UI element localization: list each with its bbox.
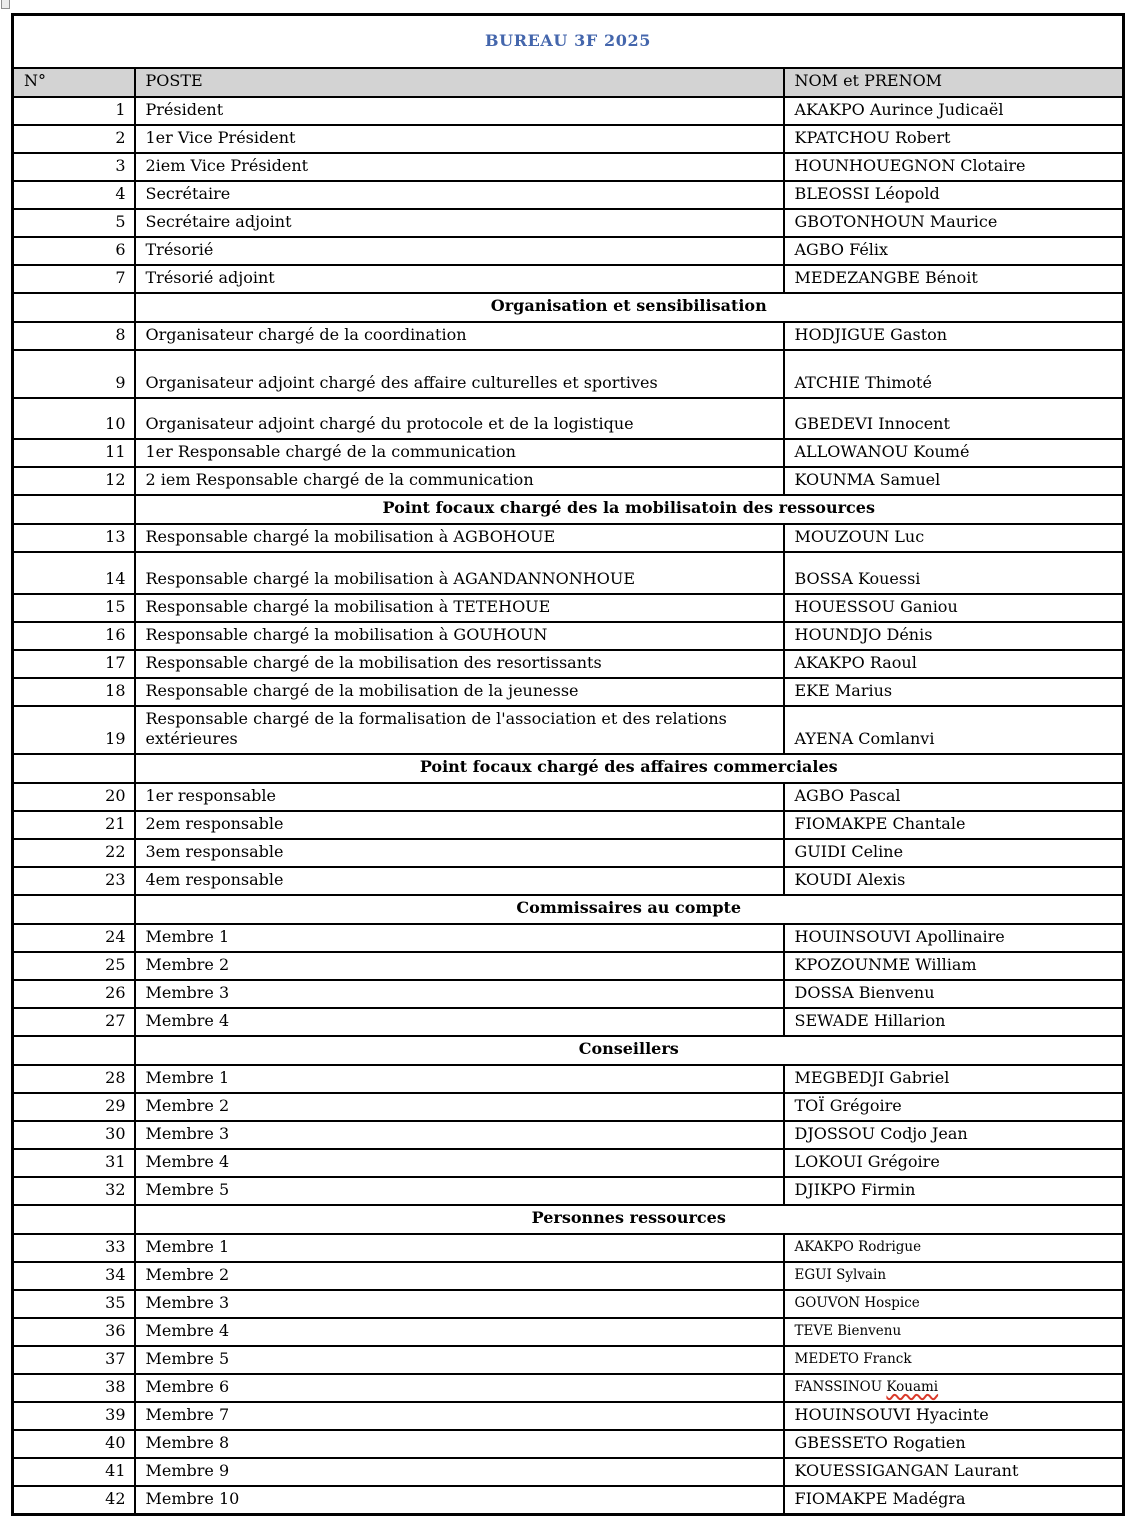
row-number: 24 xyxy=(13,924,135,952)
nom-cell: KPOZOUNME William xyxy=(784,952,1124,980)
row-number: 14 xyxy=(13,552,135,594)
nom-cell: DJOSSOU Codjo Jean xyxy=(784,1121,1124,1149)
poste-cell: Responsable chargé de la mobilisation des resortissants xyxy=(135,650,784,678)
row-number: 33 xyxy=(13,1234,135,1262)
poste-cell: Organisateur adjoint chargé des affaire culturelles et sportives xyxy=(135,350,784,398)
row-number: 34 xyxy=(13,1262,135,1290)
row-number: 23 xyxy=(13,867,135,895)
row-number: 8 xyxy=(13,322,135,350)
nom-cell: FANSSINOU Kouami xyxy=(784,1374,1124,1402)
row-number: 25 xyxy=(13,952,135,980)
table-row xyxy=(13,1430,1124,1458)
table-row xyxy=(13,237,1124,265)
poste-cell: Membre 6 xyxy=(135,1374,784,1402)
table-row xyxy=(13,1486,1124,1515)
section-row xyxy=(13,1205,1124,1234)
poste-cell: 3em responsable xyxy=(135,839,784,867)
nom-cell: GUIDI Celine xyxy=(784,839,1124,867)
row-number: 32 xyxy=(13,1177,135,1205)
row-number: 37 xyxy=(13,1346,135,1374)
poste-cell: Membre 5 xyxy=(135,1346,784,1374)
poste-cell: Secrétaire adjoint xyxy=(135,209,784,237)
poste-cell: Membre 3 xyxy=(135,980,784,1008)
row-number: 28 xyxy=(13,1065,135,1093)
row-number: 16 xyxy=(13,622,135,650)
nom-cell: GBOTONHOUN Maurice xyxy=(784,209,1124,237)
nom-cell: KOUNMA Samuel xyxy=(784,467,1124,495)
row-number: 2 xyxy=(13,125,135,153)
row-number: 22 xyxy=(13,839,135,867)
table-row xyxy=(13,1346,1124,1374)
row-number: 5 xyxy=(13,209,135,237)
nom-cell: AGBO Félix xyxy=(784,237,1124,265)
poste-cell: Membre 7 xyxy=(135,1402,784,1430)
table-row xyxy=(13,980,1124,1008)
nom-cell: FIOMAKPE Chantale xyxy=(784,811,1124,839)
column-header-num: N° xyxy=(13,68,135,97)
poste-cell: Membre 1 xyxy=(135,1065,784,1093)
section-row xyxy=(13,293,1124,322)
nom-cell: HOUINSOUVI Hyacinte xyxy=(784,1402,1124,1430)
row-number: 3 xyxy=(13,153,135,181)
section-row xyxy=(13,754,1124,783)
num-cell-empty xyxy=(13,895,135,924)
poste-cell: Membre 2 xyxy=(135,1262,784,1290)
table-row xyxy=(13,552,1124,594)
poste-cell: Responsable chargé la mobilisation à GOUHOUN xyxy=(135,622,784,650)
table-row xyxy=(13,811,1124,839)
table-row xyxy=(13,1402,1124,1430)
section-title: Point focaux chargé des la mobilisatoin des ressources xyxy=(135,495,1124,524)
num-cell-empty xyxy=(13,1205,135,1234)
table-row xyxy=(13,650,1124,678)
poste-cell: 2iem Vice Président xyxy=(135,153,784,181)
nom-cell: BLEOSSI Léopold xyxy=(784,181,1124,209)
num-cell-empty xyxy=(13,495,135,524)
num-cell-empty xyxy=(13,1036,135,1065)
column-header-nom: NOM et PRENOM xyxy=(784,68,1124,97)
nom-cell: MOUZOUN Luc xyxy=(784,524,1124,552)
title-row xyxy=(13,15,1124,68)
row-number: 10 xyxy=(13,398,135,439)
table-row xyxy=(13,622,1124,650)
table-row xyxy=(13,467,1124,495)
section-title: Conseillers xyxy=(135,1036,1124,1065)
section-title: Personnes ressources xyxy=(135,1205,1124,1234)
section-row xyxy=(13,1036,1124,1065)
table-row xyxy=(13,322,1124,350)
table-row xyxy=(13,209,1124,237)
table-row xyxy=(13,1234,1124,1262)
table-row xyxy=(13,1008,1124,1036)
row-number: 17 xyxy=(13,650,135,678)
row-number: 39 xyxy=(13,1402,135,1430)
row-number: 27 xyxy=(13,1008,135,1036)
table-row xyxy=(13,706,1124,754)
row-number: 13 xyxy=(13,524,135,552)
row-number: 6 xyxy=(13,237,135,265)
table-row xyxy=(13,1093,1124,1121)
row-number: 35 xyxy=(13,1290,135,1318)
table-row xyxy=(13,1262,1124,1290)
table-row xyxy=(13,678,1124,706)
nom-cell: BOSSA Kouessi xyxy=(784,552,1124,594)
column-header-poste: POSTE xyxy=(135,68,784,97)
poste-cell: Membre 1 xyxy=(135,924,784,952)
row-number: 29 xyxy=(13,1093,135,1121)
row-number: 40 xyxy=(13,1430,135,1458)
nom-cell: TEVE Bienvenu xyxy=(784,1318,1124,1346)
nom-cell: HOUNHOUEGNON Clotaire xyxy=(784,153,1124,181)
poste-cell: Trésorié adjoint xyxy=(135,265,784,293)
poste-cell: Membre 3 xyxy=(135,1121,784,1149)
table-row xyxy=(13,524,1124,552)
nom-cell: EGUI Sylvain xyxy=(784,1262,1124,1290)
poste-cell: Membre 4 xyxy=(135,1008,784,1036)
table-row xyxy=(13,1458,1124,1486)
section-row xyxy=(13,495,1124,524)
table-row xyxy=(13,952,1124,980)
nom-cell: KPATCHOU Robert xyxy=(784,125,1124,153)
header-row xyxy=(13,68,1124,97)
table-row xyxy=(13,181,1124,209)
table-row xyxy=(13,398,1124,439)
table-row xyxy=(13,1065,1124,1093)
table-row xyxy=(13,1374,1124,1402)
row-number: 42 xyxy=(13,1486,135,1515)
row-number: 18 xyxy=(13,678,135,706)
nom-cell: HOUESSOU Ganiou xyxy=(784,594,1124,622)
poste-cell: Organisateur chargé de la coordination xyxy=(135,322,784,350)
table-row xyxy=(13,839,1124,867)
poste-cell: Président xyxy=(135,97,784,125)
poste-cell: Membre 3 xyxy=(135,1290,784,1318)
row-number: 26 xyxy=(13,980,135,1008)
section-title: Organisation et sensibilisation xyxy=(135,293,1124,322)
poste-cell: Membre 2 xyxy=(135,1093,784,1121)
nom-cell: AKAKPO Raoul xyxy=(784,650,1124,678)
row-number: 30 xyxy=(13,1121,135,1149)
row-number: 41 xyxy=(13,1458,135,1486)
poste-cell: Responsable chargé de la formalisation de l'association et des relations extérieures xyxy=(135,706,784,754)
poste-cell: Responsable chargé la mobilisation à AGANDANNONHOUE xyxy=(135,552,784,594)
poste-cell: 2 iem Responsable chargé de la communication xyxy=(135,467,784,495)
row-number: 20 xyxy=(13,783,135,811)
nom-cell: LOKOUI Grégoire xyxy=(784,1149,1124,1177)
num-cell-empty xyxy=(13,754,135,783)
poste-cell: Membre 5 xyxy=(135,1177,784,1205)
poste-cell: Membre 8 xyxy=(135,1430,784,1458)
table-row xyxy=(13,1318,1124,1346)
nom-cell: HOUINSOUVI Apollinaire xyxy=(784,924,1124,952)
spellcheck-underlined-word: Kouami xyxy=(886,1378,939,1395)
poste-cell: Responsable chargé de la mobilisation de la jeunesse xyxy=(135,678,784,706)
nom-cell: GOUVON Hospice xyxy=(784,1290,1124,1318)
row-number: 15 xyxy=(13,594,135,622)
nom-cell: AYENA Comlanvi xyxy=(784,706,1124,754)
row-number: 38 xyxy=(13,1374,135,1402)
row-number: 31 xyxy=(13,1149,135,1177)
document-title: BUREAU 3F 2025 xyxy=(13,15,1124,68)
poste-cell: Organisateur adjoint chargé du protocole et de la logistique xyxy=(135,398,784,439)
row-number: 4 xyxy=(13,181,135,209)
nom-cell: MEDEZANGBE Bénoit xyxy=(784,265,1124,293)
table-row xyxy=(13,97,1124,125)
num-cell-empty xyxy=(13,293,135,322)
table-row xyxy=(13,1149,1124,1177)
poste-cell: 1er responsable xyxy=(135,783,784,811)
nom-cell: AGBO Pascal xyxy=(784,783,1124,811)
table-row xyxy=(13,153,1124,181)
table-row xyxy=(13,924,1124,952)
nom-cell: DOSSA Bienvenu xyxy=(784,980,1124,1008)
poste-cell: Responsable chargé la mobilisation à TETEHOUE xyxy=(135,594,784,622)
nom-cell: MEGBEDJI Gabriel xyxy=(784,1065,1124,1093)
nom-cell: DJIKPO Firmin xyxy=(784,1177,1124,1205)
row-number: 21 xyxy=(13,811,135,839)
row-number: 19 xyxy=(13,706,135,754)
window-corner-fragment xyxy=(1,0,10,9)
poste-cell: Membre 10 xyxy=(135,1486,784,1515)
poste-cell: 2em responsable xyxy=(135,811,784,839)
poste-cell: 1er Responsable chargé de la communication xyxy=(135,439,784,467)
table-row xyxy=(13,1121,1124,1149)
row-number: 12 xyxy=(13,467,135,495)
poste-cell: 1er Vice Président xyxy=(135,125,784,153)
table-row xyxy=(13,1290,1124,1318)
row-number: 9 xyxy=(13,350,135,398)
nom-cell: SEWADE Hillarion xyxy=(784,1008,1124,1036)
poste-cell: Membre 9 xyxy=(135,1458,784,1486)
poste-cell: 4em responsable xyxy=(135,867,784,895)
table-row xyxy=(13,1177,1124,1205)
row-number: 11 xyxy=(13,439,135,467)
poste-cell: Secrétaire xyxy=(135,181,784,209)
table-row xyxy=(13,867,1124,895)
poste-cell: Trésorié xyxy=(135,237,784,265)
nom-cell: MEDETO Franck xyxy=(784,1346,1124,1374)
table-row xyxy=(13,350,1124,398)
table-row xyxy=(13,125,1124,153)
nom-cell: GBESSETO Rogatien xyxy=(784,1430,1124,1458)
section-row xyxy=(13,895,1124,924)
table-row xyxy=(13,594,1124,622)
nom-cell: AKAKPO Aurince Judicaël xyxy=(784,97,1124,125)
nom-cell: EKE Marius xyxy=(784,678,1124,706)
nom-cell: ALLOWANOU Koumé xyxy=(784,439,1124,467)
nom-cell: AKAKPO Rodrigue xyxy=(784,1234,1124,1262)
table-row xyxy=(13,783,1124,811)
row-number: 36 xyxy=(13,1318,135,1346)
row-number: 1 xyxy=(13,97,135,125)
section-title: Commissaires au compte xyxy=(135,895,1124,924)
nom-cell: HODJIGUE Gaston xyxy=(784,322,1124,350)
poste-cell: Responsable chargé la mobilisation à AGBOHOUE xyxy=(135,524,784,552)
poste-cell: Membre 4 xyxy=(135,1149,784,1177)
table-row xyxy=(13,265,1124,293)
nom-cell: FIOMAKPE Madégra xyxy=(784,1486,1124,1515)
nom-cell: KOUESSIGANGAN Laurant xyxy=(784,1458,1124,1486)
nom-cell: GBEDEVI Innocent xyxy=(784,398,1124,439)
row-number: 7 xyxy=(13,265,135,293)
poste-cell: Membre 4 xyxy=(135,1318,784,1346)
section-title: Point focaux chargé des affaires commerciales xyxy=(135,754,1124,783)
table-row xyxy=(13,439,1124,467)
poste-cell: Membre 1 xyxy=(135,1234,784,1262)
nom-cell: HOUNDJO Dénis xyxy=(784,622,1124,650)
poste-cell: Membre 2 xyxy=(135,952,784,980)
nom-cell: KOUDI Alexis xyxy=(784,867,1124,895)
nom-cell: TOÏ Grégoire xyxy=(784,1093,1124,1121)
bureau-table xyxy=(11,13,1125,1516)
nom-cell: ATCHIE Thimoté xyxy=(784,350,1124,398)
